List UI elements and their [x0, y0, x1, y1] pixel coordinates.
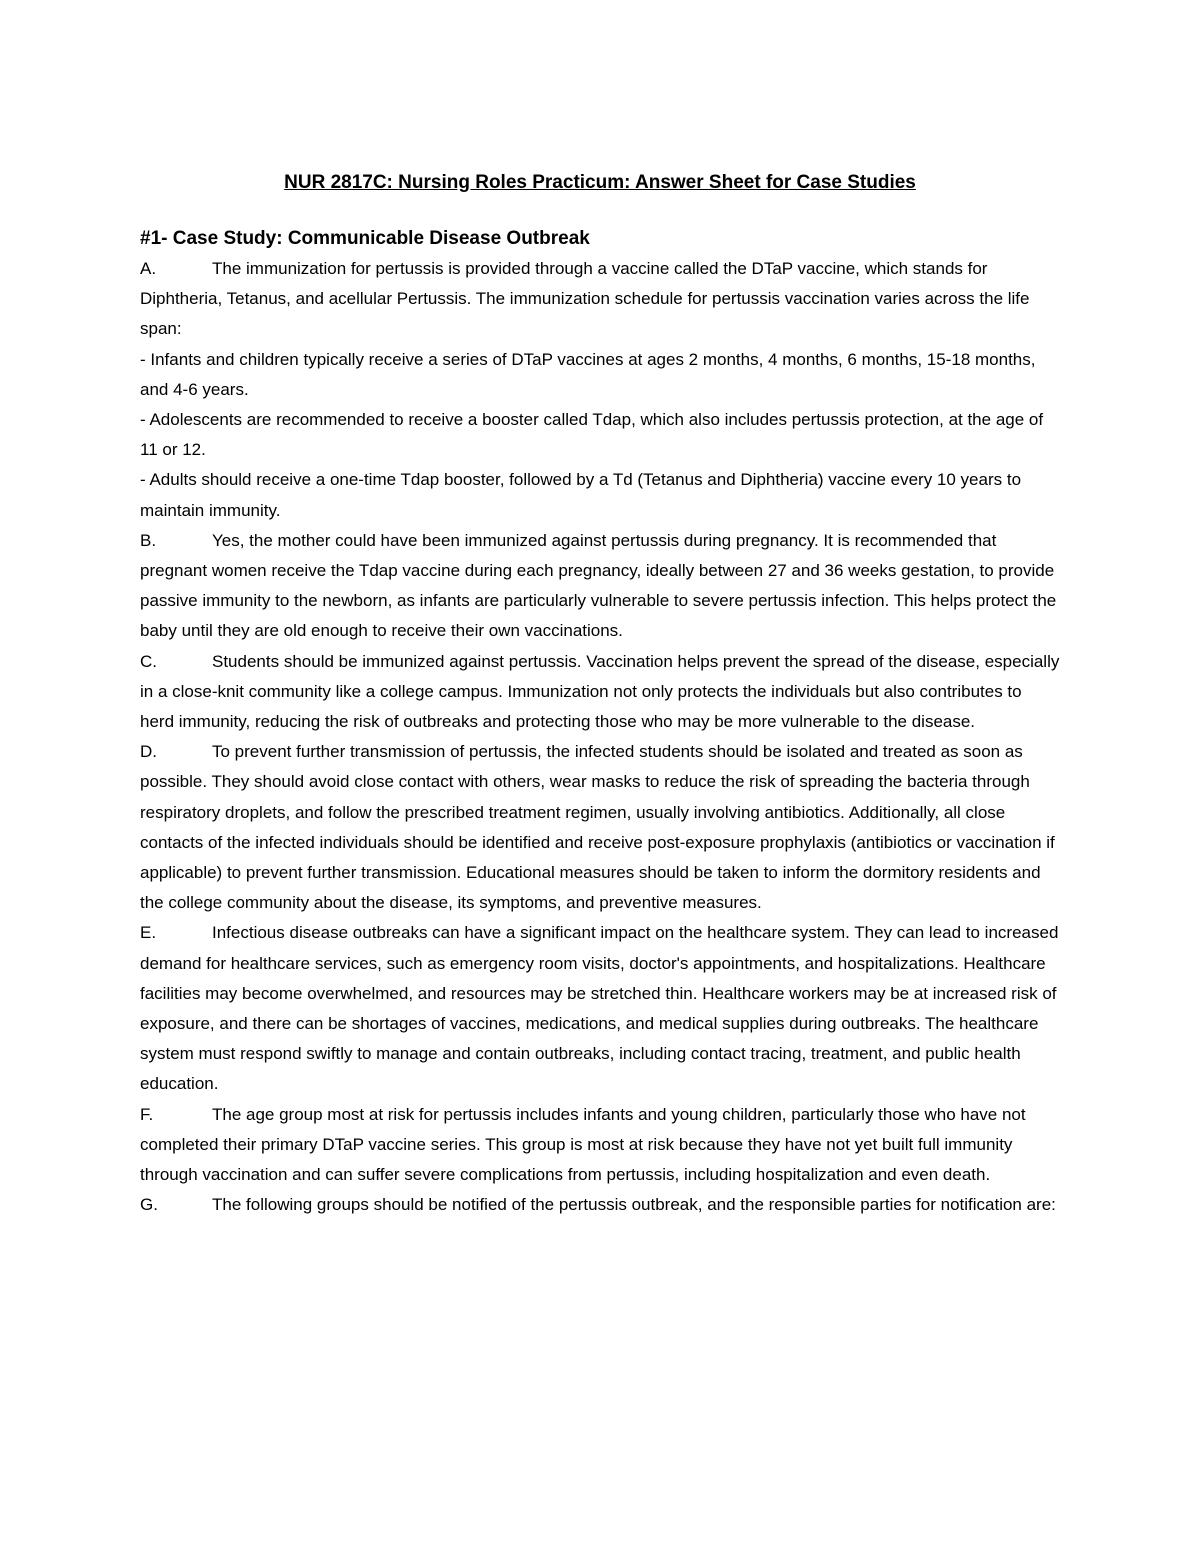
answer-letter: F.: [140, 1104, 154, 1124]
answer-letter: B.: [140, 530, 157, 550]
schedule-bullet-adults: - Adults should receive a one-time Tdap booster, followed by a Td (Tetanus and Diphtheria) vaccine every 10 years to maintain immunity.: [140, 470, 1022, 520]
answer-item-a: [140, 254, 1060, 345]
section-heading: #1- Case Study: Communicable Disease Outbreak: [140, 228, 590, 249]
answer-text: The age group most at risk for pertussis includes infants and young children, particularly those who have not completed their primary DTaP vaccine series. This group is most at risk because they have not yet built full immunity through vaccination and can suffer severe complications from pertussis, including hospitalization and even death.: [140, 1104, 1026, 1185]
document-page: [140, 168, 1060, 1221]
answer-letter: C.: [140, 651, 157, 671]
answer-list: [140, 254, 1060, 1221]
answer-text: The immunization for pertussis is provided through a vaccine called the DTaP vaccine, which stands for Diphtheria, Tetanus, and acellular Pertussis. The immunization schedule for pertussis vaccination varies across the life span:: [140, 259, 1030, 339]
answer-letter: E.: [140, 923, 157, 943]
answer-item-f: [140, 1100, 1060, 1191]
answer-text: To prevent further transmission of pertussis, the infected students should be isolated and treated as soon as possible. They should avoid close contact with others, wear masks to reduce the risk of spreading the bacteria through respiratory droplets, and follow the prescribed treatment regimen, usually involving antibiotics. Additionally, all close contacts of the infected individuals should be identified and receive post-exposure prophylaxis (antibiotics or vaccination if applicable) to prevent further transmission. Educational measures should be taken to inform the dormitory residents and the college community about the disease, its symptoms, and preventive measures.: [140, 742, 1055, 913]
schedule-bullet-adolescents: - Adolescents are recommended to receive a booster called Tdap, which also includes pertussis protection, at the age of 11 or 12.: [140, 410, 1044, 460]
answer-item-e: [140, 918, 1060, 1099]
schedule-bullet-infants: - Infants and children typically receive a series of DTaP vaccines at ages 2 months, 4 months, 6 months, 15-18 months, and 4-6 years.: [140, 349, 1036, 399]
answer-text: Yes, the mother could have been immunized against pertussis during pregnancy. It is recommended that pregnant women receive the Tdap vaccine during each pregnancy, ideally between 27 and 36 weeks gestation, to provide passive immunity to the newborn, as infants are particularly vulnerable to severe pertussis infection. This helps protect the baby until they are old enough to receive their own vaccinations.: [140, 530, 1057, 641]
answer-item-c: [140, 647, 1060, 738]
document-title: NUR 2817C: Nursing Roles Practicum: Answer Sheet for Case Studies: [284, 172, 916, 193]
answer-text: Students should be immunized against pertussis. Vaccination helps prevent the spread of the disease, especially in a close-knit community like a college campus. Immunization not only protects the individuals but also contributes to herd immunity, reducing the risk of outbreaks and protecting those who may be more vulnerable to the disease.: [140, 651, 1060, 732]
answer-text: The following groups should be notified of the pertussis outbreak, and the responsible parties for notification are:: [212, 1195, 1056, 1215]
answer-item-g: [140, 1190, 1060, 1220]
answer-letter: D.: [140, 742, 157, 762]
answer-letter: A.: [140, 259, 157, 278]
answer-item-d: [140, 737, 1060, 918]
answer-letter: G.: [140, 1195, 158, 1215]
answer-item-b: [140, 526, 1060, 647]
answer-text: Infectious disease outbreaks can have a significant impact on the healthcare system. They can lead to increased demand for healthcare services, such as emergency room visits, doctor's appointments, and hospitalizations. Healthcare facilities may become overwhelmed, and resources may be stretched thin. Healthcare workers may be at increased risk of exposure, and there can be shortages of vaccines, medications, and medical supplies during outbreaks. The healthcare system must respond swiftly to manage and contain outbreaks, including contact tracing, treatment, and public health education.: [140, 923, 1059, 1094]
